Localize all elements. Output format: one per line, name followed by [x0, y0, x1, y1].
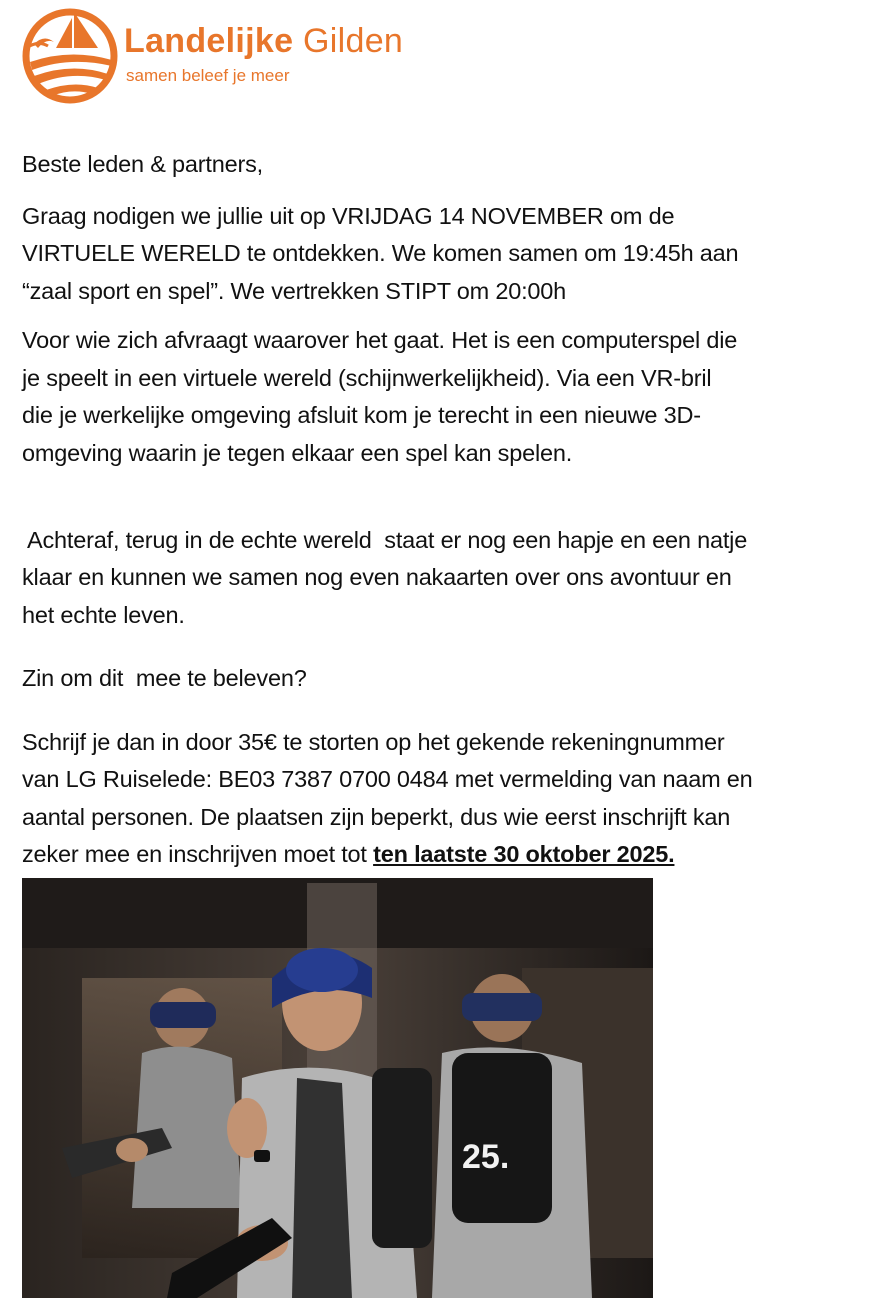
text-line: Schrijf je dan in door 35€ te storten op het gekende rekeningnummer	[22, 728, 725, 755]
greeting: Beste leden & partners,	[22, 151, 263, 177]
vr-players-photo	[22, 878, 653, 1298]
text-line: Achteraf, terug in de echte wereld staat er nog een hapje en een natje	[22, 526, 748, 553]
text-line: klaar en kunnen we samen nog even nakaarten over ons avontuur en	[22, 564, 732, 590]
text-line: Graag nodigen we jullie uit op VRIJDAG 14 NOVEMBER om de	[22, 202, 675, 229]
paragraph-explanation	[22, 322, 862, 472]
logo-title-light: Gilden	[303, 22, 404, 60]
text-line: Voor wie zich afvraagt waarover het gaat. Het is een computerspel die	[22, 327, 738, 353]
text-line: die je werkelijke omgeving afsluit kom je terecht in een nieuwe 3D-	[22, 402, 701, 428]
paragraph-invitation	[22, 198, 862, 311]
text-line: van LG Ruiselede: BE03 7387 0700 0484 met vermelding van naam en	[22, 766, 753, 792]
paragraph-registration	[22, 724, 862, 874]
text-line: zeker mee en inschrijven moet tot	[22, 841, 374, 867]
paragraph-afterwards	[22, 484, 862, 634]
backpack-number: 25.	[462, 1138, 510, 1176]
text-line: omgeving waarin je tegen elkaar een spel kan spelen.	[22, 439, 573, 466]
paragraph-question: Zin om dit mee te beleven?	[22, 665, 307, 691]
registration-deadline: ten laatste 30 oktober 2025.	[373, 841, 675, 867]
letter-body	[22, 146, 862, 874]
landelijke-gilden-logo-icon	[20, 4, 120, 104]
logo-tagline: samen beleef je meer	[126, 66, 290, 85]
text-line: je speelt in een virtuele wereld (schijnwerkelijkheid). Via een VR-bril	[22, 364, 712, 391]
text-line: aantal personen. De plaatsen zijn beperkt, dus wie eerst inschrijft kan	[22, 803, 731, 830]
text-line: VIRTUELE WERELD te ontdekken. We komen samen om 19:45h aan	[22, 240, 739, 266]
text-line: het echte leven.	[22, 601, 185, 628]
text-line: “zaal sport en spel”. We vertrekken STIPT om 20:00h	[22, 277, 567, 304]
logo-title	[124, 22, 403, 61]
logo	[20, 4, 460, 108]
logo-title-bold: Landelijke	[124, 22, 294, 60]
